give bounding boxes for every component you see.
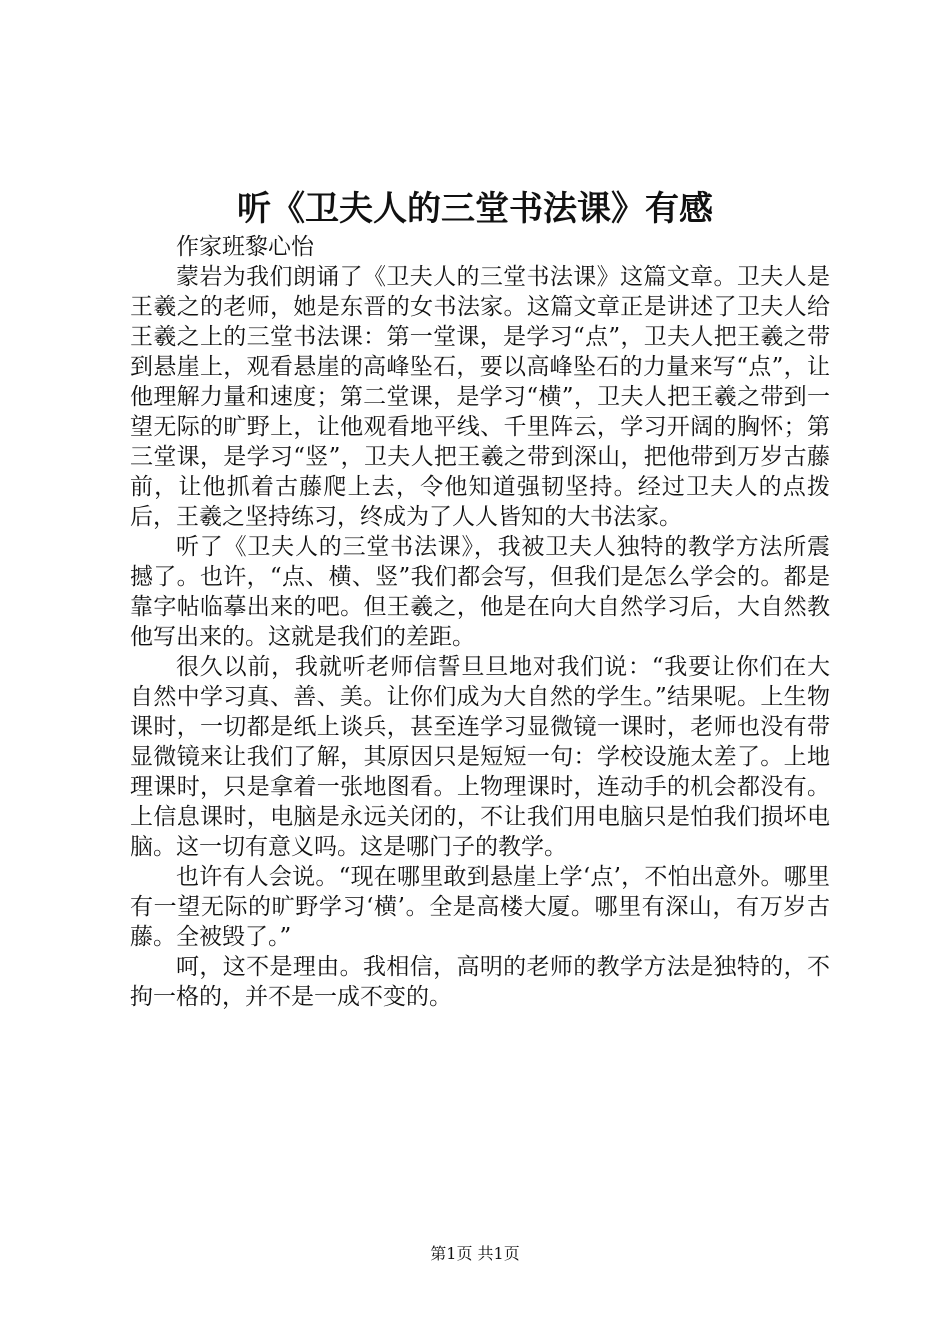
document-body — [130, 232, 830, 1012]
paragraph: 很久以前，我就听老师信誓旦旦地对我们说：“我要让你们在大自然中学习真、善、美。让你们成为大自然的学生。”结果呢。上生物课时，一切都是纸上谈兵，甚至连学习显微镜一课时，老师也没有带显微镜来让我们了解，其原因只是短短一句：学校设施太差了。上地理课时，只是拿着一张地图看。上物理课时，连动手的机会都没有。上信息课时，电脑是永远关闭的，不让我们用电脑只是怕我们损坏电脑。这一切有意义吗。这是哪门子的教学。 — [130, 654, 830, 860]
paragraph: 听了《卫夫人的三堂书法课》，我被卫夫人独特的教学方法所震撼了。也许，“点、横、竖”我们都会写，但我们是怎么学会的。都是靠字帖临摹出来的吧。但王羲之，他是在向大自然学习后，大自然教他写出来的。这就是我们的差距。 — [130, 534, 830, 650]
paragraph: 蒙岩为我们朗诵了《卫夫人的三堂书法课》这篇文章。卫夫人是王羲之的老师，她是东晋的女书法家。这篇文章正是讲述了卫夫人给王羲之上的三堂书法课：第一堂课，是学习“点”，卫夫人把王羲之带到悬崖上，观看悬崖的高峰坠石，要以高峰坠石的力量来写“点”，让他理解力量和速度；第二堂课，是学习“横”，卫夫人把王羲之带到一望无际的旷野上，让他观看地平线、千里阵云，学习开阔的胸怀；第三堂课，是学习“竖”，卫夫人把王羲之带到深山，把他带到万岁古藤前，让他抓着古藤爬上去，令他知道强韧坚持。经过卫夫人的点拨后，王羲之坚持练习，终成为了人人皆知的大书法家。 — [130, 264, 830, 530]
document-title: 听《卫夫人的三堂书法课》有感 — [237, 189, 713, 229]
page-footer: 第1页 共1页 — [430, 1244, 520, 1263]
paragraph: 也许有人会说。“现在哪里敢到悬崖上学‘点’，不怕出意外。哪里有一望无际的旷野学习‘横’。全是高楼大厦。哪里有深山，有万岁古藤。全被毁了。” — [130, 864, 830, 950]
author-line: 作家班黎心怡 — [176, 234, 314, 260]
paragraph: 呵，这不是理由。我相信，高明的老师的教学方法是独特的，不拘一格的，并不是一成不变的。 — [130, 954, 830, 1010]
